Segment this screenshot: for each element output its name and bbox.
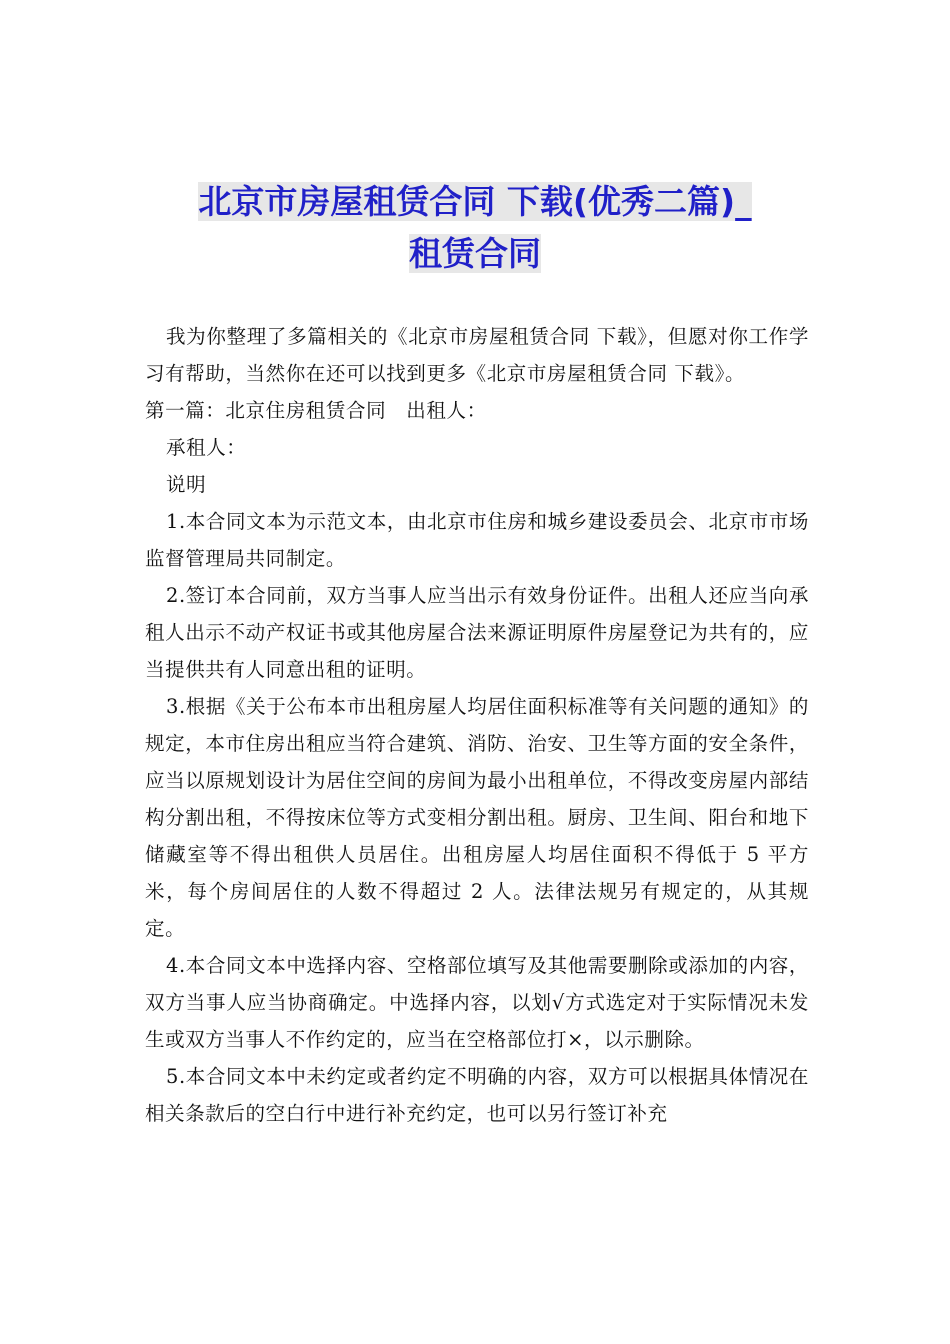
document-title bbox=[140, 176, 810, 280]
tenant-label: 承租人： bbox=[166, 436, 247, 459]
note-item-5: 5.本合同文本中未约定或者约定不明确的内容，双方可以根据具体情况在相关条款后的空白行中进行补充约定，也可以另行签订补充 bbox=[145, 1065, 809, 1125]
note-item-4: 4.本合同文本中选择内容、空格部位填写及其他需要删除或添加的内容，双方当事人应当协商确定。中选择内容，以划√方式选定对于实际情况未发生或双方当事人不作约定的，应当在空格部位打×，以示删除。 bbox=[145, 954, 809, 1051]
note-item-1: 1.本合同文本为示范文本，由北京市住房和城乡建设委员会、北京市市场监督管理局共同制定。 bbox=[145, 510, 809, 570]
document-body bbox=[145, 318, 809, 1132]
title-line-2: 租赁合同 bbox=[409, 234, 541, 273]
note-item-2: 2.签订本合同前，双方当事人应当出示有效身份证件。出租人还应当向承租人出示不动产权证书或其他房屋合法来源证明原件房屋登记为共有的，应当提供共有人同意出租的证明。 bbox=[145, 584, 809, 681]
title-line-1: 北京市房屋租赁合同 下载(优秀二篇)_ bbox=[198, 182, 752, 221]
note-item-3: 3.根据《关于公布本市出租房屋人均居住面积标准等有关问题的通知》的规定，本市住房出租应当符合建筑、消防、治安、卫生等方面的安全条件，应当以原规划设计为居住空间的房间为最小出租单位，不得改变房屋内部结构分割出租，不得按床位等方式变相分割出租。厨房、卫生间、阳台和地下储藏室等不得出租供人员居住。出租房屋人均居住面积不得低于 5 平方米，每个房间居住的人数不得超过 2 人。法律法规另有规定的，从其规定。 bbox=[145, 695, 809, 940]
section-heading: 第一篇：北京住房租赁合同 出租人： bbox=[145, 399, 487, 422]
intro-paragraph: 我为你整理了多篇相关的《北京市房屋租赁合同 下载》，但愿对你工作学习有帮助，当然你在还可以找到更多《北京市房屋租赁合同 下载》。 bbox=[145, 325, 809, 385]
notes-label: 说明 bbox=[166, 473, 207, 496]
